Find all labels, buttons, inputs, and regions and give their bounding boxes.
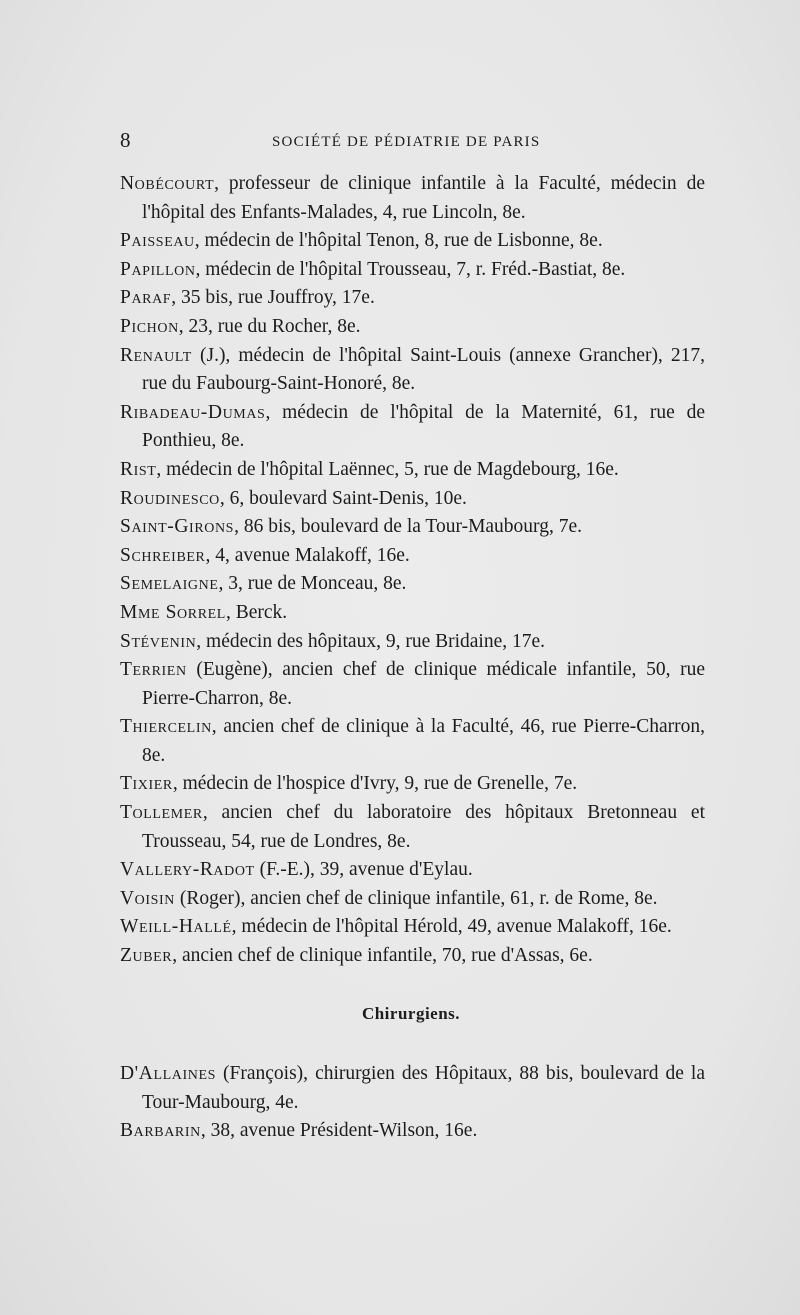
list-item: [120, 284, 705, 313]
entry-details: , médecin de l'hospice d'Ivry, 9, rue de Grenelle, 7e.: [172, 773, 578, 795]
entry-details: , ancien chef de clinique à la Faculté, 46, rue Pierre-Charron, 8e.: [142, 716, 705, 766]
entry-details: , ancien chef du laboratoire des hôpitaux Bretonneau et Trousseau, 54, rue de Londres, 8e.: [142, 802, 705, 852]
entry-details: , médecin de l'hôpital Tenon, 8, rue de Lisbonne, 8e.: [194, 230, 603, 252]
list-item: [120, 513, 705, 542]
list-item: [120, 713, 705, 770]
list-item: [120, 599, 705, 628]
entry-name: Rist: [120, 458, 157, 480]
list-item: [120, 170, 705, 227]
entry-details: , médecin des hôpitaux, 9, rue Bridaine, 17e.: [196, 630, 546, 652]
list-item: [120, 456, 705, 485]
page-header: [120, 128, 700, 158]
entry-details: , Berck.: [225, 601, 288, 623]
entry-name: Zuber: [120, 945, 173, 967]
entry-name: Barbarin: [120, 1120, 201, 1142]
entry-name: Stévenin: [120, 630, 197, 652]
entry-details: , professeur de clinique infantile à la Faculté, médecin de l'hôpital des Enfants-Malades, 4, rue Lincoln, 8e.: [142, 173, 705, 223]
list-item: [120, 770, 705, 799]
entry-name: Papillon: [120, 258, 196, 280]
list-item: [120, 628, 705, 657]
entry-name: Renault: [120, 344, 192, 366]
page-number: 8: [120, 128, 131, 152]
entry-details: , 6, boulevard Saint-Denis, 10e.: [219, 487, 467, 509]
list-item: [120, 342, 705, 399]
entry-details: , 4, avenue Malakoff, 16e.: [205, 544, 410, 566]
list-item: [120, 227, 705, 256]
entry-name: Saint-Girons: [120, 516, 235, 538]
entry-details: , 23, rue du Rocher, 8e.: [178, 315, 361, 337]
entry-details: , 38, avenue Président-Wilson, 16e.: [200, 1120, 478, 1142]
entry-name: Roudinesco: [120, 487, 220, 509]
entry-name: Vallery-Radot: [120, 859, 255, 881]
list-item: [120, 942, 705, 971]
entry-name: Schreiber: [120, 544, 206, 566]
surgeons-list: [120, 1060, 705, 1146]
list-item: [120, 856, 705, 885]
entry-details: , médecin de l'hôpital Laënnec, 5, rue de Magdebourg, 16e.: [156, 458, 619, 480]
entry-name: Terrien: [120, 659, 187, 681]
running-title: SOCIÉTÉ DE PÉDIATRIE DE PARIS: [272, 134, 541, 150]
entry-name: Semelaigne: [120, 573, 219, 595]
list-item: [120, 399, 705, 456]
entry-name: Thiercelin: [120, 716, 212, 738]
entry-name: Nobécourt: [120, 173, 215, 194]
list-item: [120, 913, 705, 942]
entry-details: , médecin de l'hôpital Hérold, 49, avenue Malakoff, 16e.: [231, 916, 672, 938]
entry-name: Tixier: [120, 773, 173, 795]
list-item: [120, 799, 705, 856]
list-item: [120, 570, 705, 599]
list-item: [120, 885, 705, 914]
section-heading-surgeons: Chirurgiens.: [361, 1004, 461, 1023]
entry-details: , médecin de l'hôpital de la Maternité, 61, rue de Ponthieu, 8e.: [142, 401, 705, 452]
list-item: [120, 1060, 705, 1117]
entry-details: , 35 bis, rue Jouffroy, 17e.: [171, 287, 375, 309]
entry-details: (François), chirurgien des Hôpitaux, 88 bis, boulevard de la Tour-Maubourg, 4e.: [142, 1063, 705, 1113]
list-item: [120, 313, 705, 342]
list-item: [120, 256, 705, 285]
members-list: [120, 170, 705, 971]
entry-details: (J.), médecin de l'hôpital Saint-Louis (annexe Grancher), 217, rue du Faubourg-Saint-Honoré, 8e.: [142, 344, 705, 395]
entry-name: D'Allaines: [120, 1063, 217, 1084]
entry-details: (Eugène), ancien chef de clinique médicale infantile, 50, rue Pierre-Charron, 8e.: [142, 659, 705, 709]
list-item: [120, 1117, 705, 1146]
entry-name: Pichon: [120, 315, 179, 337]
entry-name: Weill-Hallé: [120, 916, 232, 938]
entry-details: , 86 bis, boulevard de la Tour-Maubourg, 7e.: [234, 516, 582, 538]
entry-name: Paisseau: [120, 230, 195, 252]
entry-details: , ancien chef de clinique infantile, 70, rue d'Assas, 6e.: [172, 945, 593, 967]
list-item: [120, 542, 705, 571]
entry-details: , médecin de l'hôpital Trousseau, 7, r. Fréd.-Bastiat, 8e.: [195, 258, 626, 280]
entry-name: Tollemer: [120, 802, 203, 824]
entry-name: Paraf: [120, 287, 172, 309]
entry-name: Mme Sorrel: [120, 601, 226, 623]
entry-details: (Roger), ancien chef de clinique infantile, 61, r. de Rome, 8e.: [175, 887, 658, 909]
list-item: [120, 485, 705, 514]
list-item: [120, 656, 705, 713]
entry-details: (F.-E.), 39, avenue d'Eylau.: [254, 859, 473, 881]
entry-name: Voisin: [120, 887, 176, 909]
entry-name: Ribadeau-Dumas: [120, 401, 266, 423]
entry-details: , 3, rue de Monceau, 8e.: [218, 573, 407, 595]
